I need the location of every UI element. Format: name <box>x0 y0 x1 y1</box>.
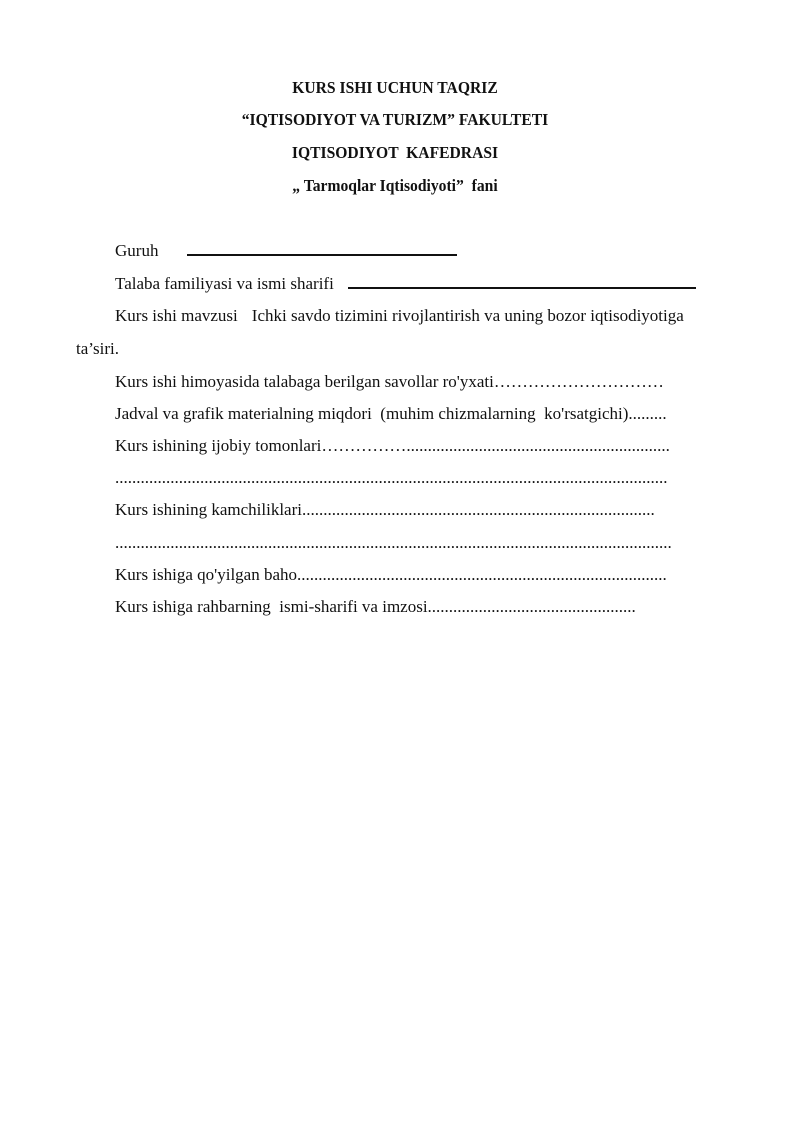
student-label: Talaba familiyasi va ismi sharifi <box>115 274 334 293</box>
group-row <box>115 240 457 261</box>
student-blank-line <box>348 273 696 289</box>
positives-row: Kurs ishining ijobiy tomonlari…………….............................................................. <box>115 436 670 455</box>
topic-row <box>115 306 684 326</box>
tables-row: Jadval va grafik materialning miqdori (muhim chizmalarning ko'rsatgichi)......... <box>115 404 667 423</box>
shortcomings-row: Kurs ishining kamchiliklari................................................................................... <box>115 500 655 519</box>
subject-name: „ Tarmoqlar Iqtisodiyoti” fani <box>292 176 498 195</box>
document-title: KURS ISHI UCHUN TAQRIZ <box>292 78 498 97</box>
topic-value-continuation: ta’siri. <box>76 339 119 358</box>
questions-row: Kurs ishi himoyasida talabaga berilgan savollar ro'yxati………………………… <box>115 372 664 391</box>
supervisor-row: Kurs ishiga rahbarning ismi-sharifi va imzosi................................................. <box>115 597 636 616</box>
group-blank-line <box>187 240 457 256</box>
topic-label: Kurs ishi mavzusi <box>115 306 238 325</box>
shortcomings-continuation-row: ................................................................................................................................... <box>115 533 672 552</box>
positives-continuation-row: .................................................................................................................................. <box>115 468 668 487</box>
topic-value: Ichki savdo tizimini rivojlantirish va uning bozor iqtisodiyotiga <box>251 306 684 325</box>
student-row <box>115 273 696 294</box>
group-label: Guruh <box>115 241 159 260</box>
grade-row: Kurs ishiga qo'yilgan baho....................................................................................... <box>115 565 667 584</box>
faculty-name: “IQTISODIYOT VA TURIZM” FAKULTETI <box>241 110 549 129</box>
department-name: IQTISODIYOT KAFEDRASI <box>291 143 499 162</box>
